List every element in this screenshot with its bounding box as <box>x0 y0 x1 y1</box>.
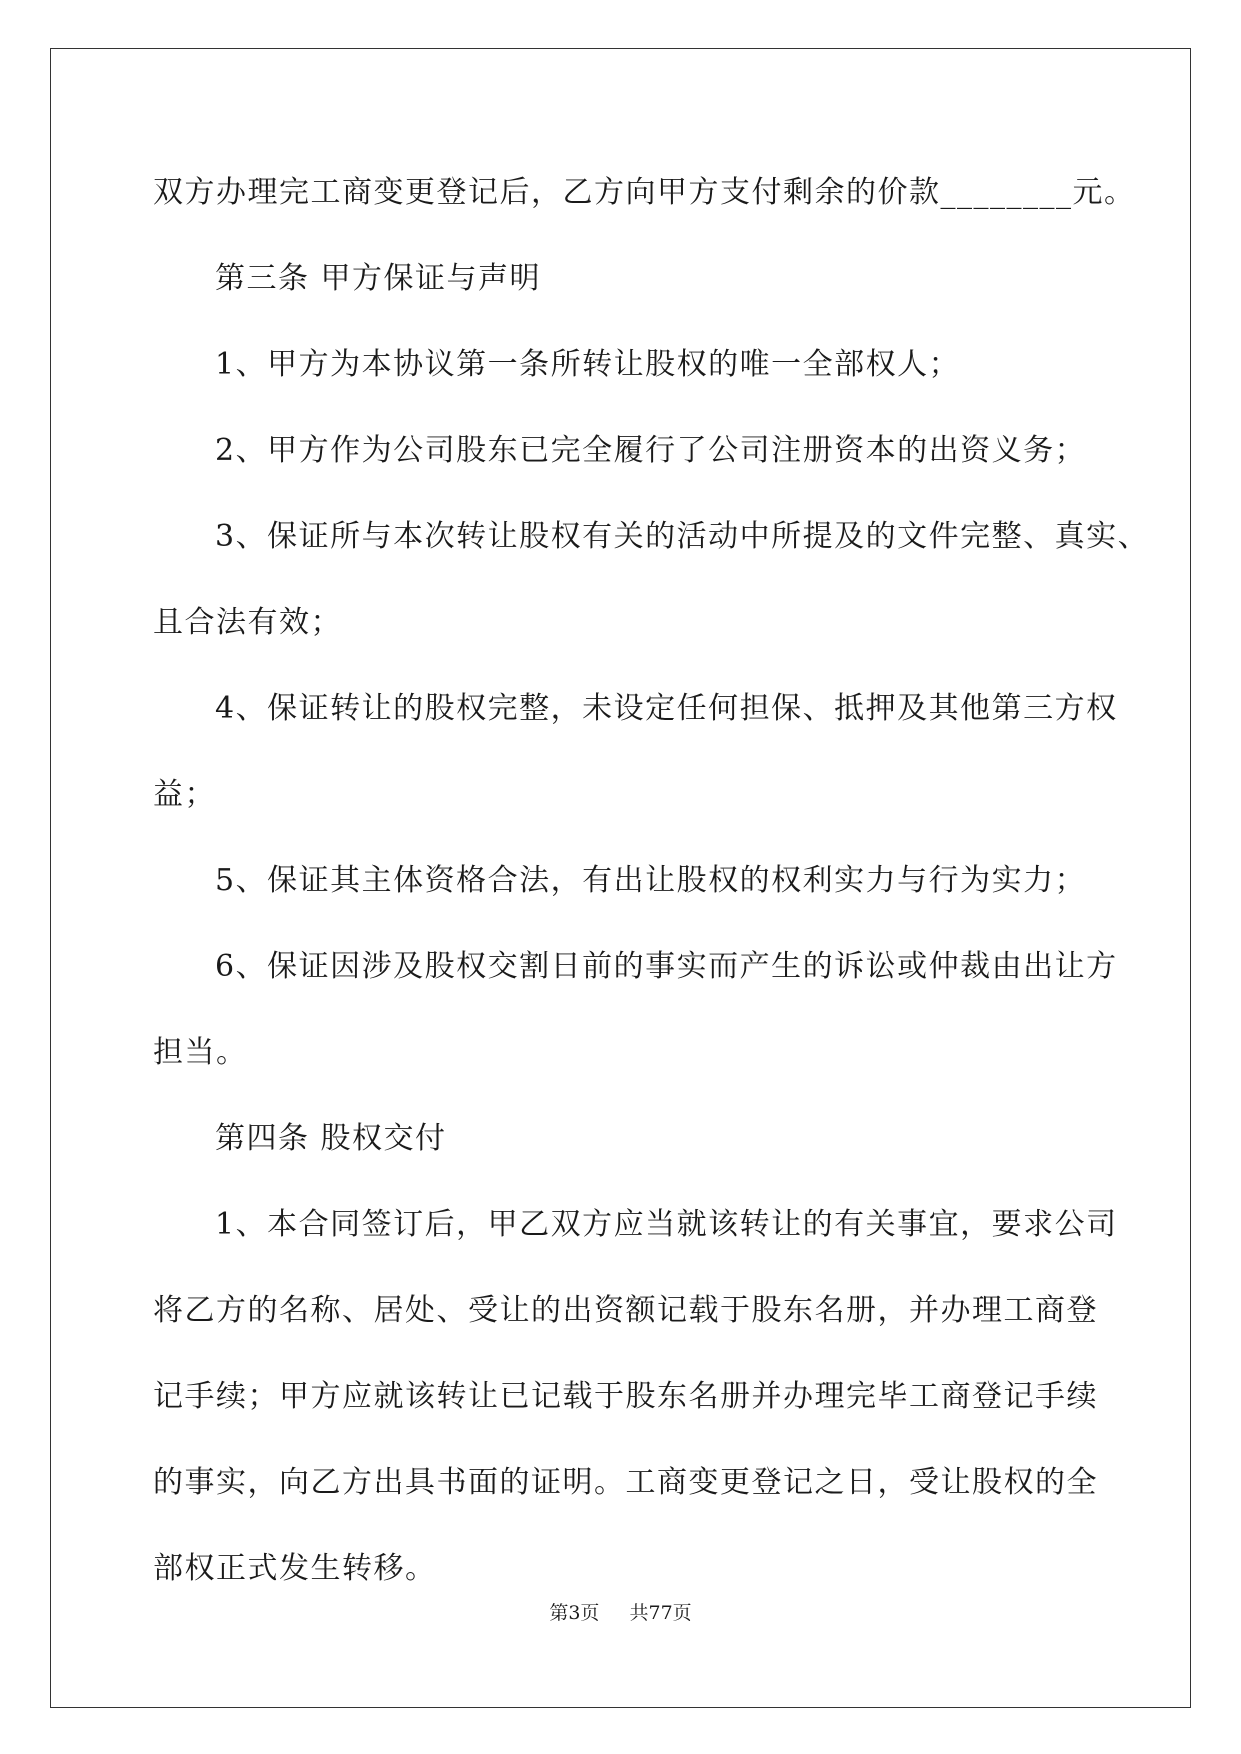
article-heading: 第三条 甲方保证与声明 <box>215 261 542 296</box>
paragraph-line: 1、本合同签订后，甲乙双方应当就该转让的有关事宜，要求公司 <box>215 1207 1118 1242</box>
paragraph-line: 且合法有效； <box>153 605 342 640</box>
paragraph-line: 6、保证因涉及股权交割日前的事实而产生的诉讼或仲裁由出让方 <box>215 949 1118 984</box>
paragraph-line: 记手续；甲方应就该转让已记载于股东名册并办理完毕工商登记手续 <box>153 1379 1098 1414</box>
paragraph-line: 1、甲方为本协议第一条所转让股权的唯一全部权人； <box>215 347 961 382</box>
paragraph-line: 担当。 <box>153 1035 248 1070</box>
paragraph-line: 双方办理完工商变更登记后，乙方向甲方支付剩余的价款________元。 <box>153 175 1136 210</box>
paragraph-line: 部权正式发生转移。 <box>153 1551 437 1586</box>
paragraph-line: 4、保证转让的股权完整，未设定任何担保、抵押及其他第三方权 <box>215 691 1118 726</box>
paragraph-line: 将乙方的名称、居处、受让的出资额记载于股东名册，并办理工商登 <box>153 1293 1098 1328</box>
page-footer <box>0 1598 1241 1625</box>
article-heading: 第四条 股权交付 <box>215 1121 447 1156</box>
document-body <box>153 158 1150 1620</box>
paragraph-line: 5、保证其主体资格合法，有出让股权的权利实力与行为实力； <box>215 863 1087 898</box>
paragraph-line: 3、保证所与本次转让股权有关的活动中所提及的文件完整、真实、 <box>215 519 1150 554</box>
current-page-number: 第3页 <box>549 1602 600 1624</box>
paragraph-line: 益； <box>153 777 216 812</box>
paragraph-line: 2、甲方作为公司股东已完全履行了公司注册资本的出资义务； <box>215 433 1087 468</box>
total-pages: 共77页 <box>629 1602 692 1624</box>
paragraph-line: 的事实，向乙方出具书面的证明。工商变更登记之日，受让股权的全 <box>153 1465 1098 1500</box>
